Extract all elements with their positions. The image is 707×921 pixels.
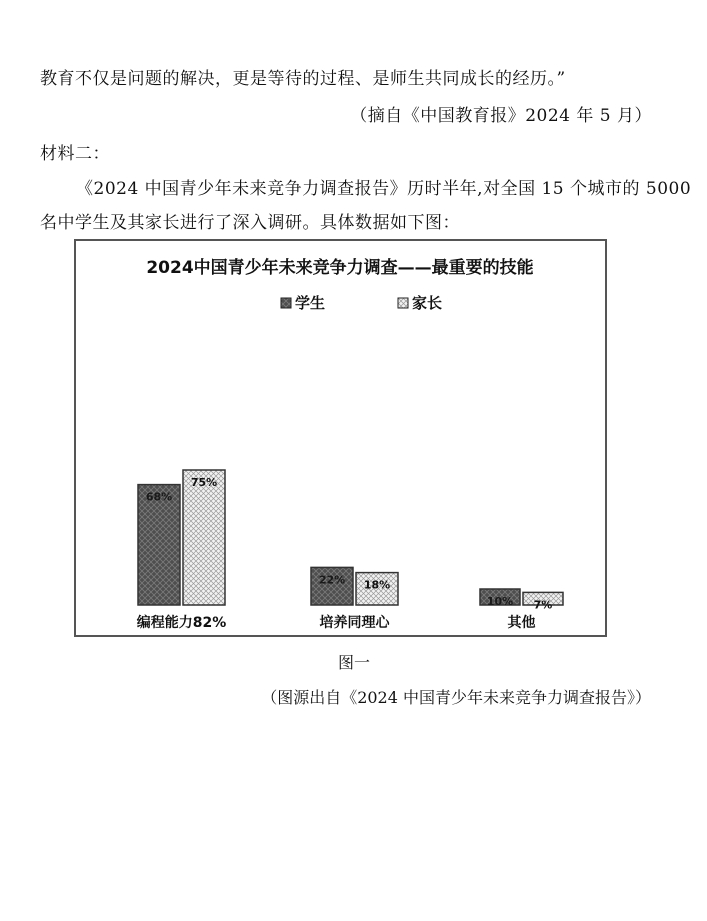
material-heading: 材料二： xyxy=(40,144,110,164)
citation: （摘自《中国教育报》2024 年 5 月） xyxy=(350,106,652,126)
chart-svg xyxy=(76,241,605,635)
legend-label-student: 学生 xyxy=(295,294,326,312)
data-label-parent-2: 7% xyxy=(533,598,553,612)
paragraph-2-line-2: 名中学生及其家长进行了深入调研。具体数据如下图： xyxy=(40,213,460,233)
data-label-parent-0: 75% xyxy=(190,476,218,489)
category-label-0: 编程能力82% xyxy=(136,615,227,631)
paragraph-1-end: 教育不仅是问题的解决，更是等待的过程、是师生共同成长的经历。” xyxy=(40,69,566,89)
legend-swatch-student xyxy=(281,298,291,308)
legend xyxy=(281,294,442,312)
bar-parent-0 xyxy=(183,470,225,605)
paragraph-2-line-1: 《2024 中国青少年未来竞争力调查报告》历时半年,对全国 15 个城市的 5000 xyxy=(76,179,692,199)
legend-swatch-parent xyxy=(398,298,408,308)
bars-group xyxy=(137,470,563,631)
bar-chart xyxy=(74,239,607,637)
figure-source: （图源出自《2024 中国青少年未来竞争力调查报告》） xyxy=(261,688,651,707)
data-label-student-0: 68% xyxy=(145,490,173,504)
data-label-student-2: 10% xyxy=(486,595,514,608)
category-label-1: 培养同理心 xyxy=(319,615,390,631)
data-label-student-1: 22% xyxy=(318,573,346,587)
figure-caption: 图一 xyxy=(338,653,371,672)
data-label-parent-1: 18% xyxy=(363,578,391,592)
chart-title: 2024中国青少年未来竞争力调查——最重要的技能 xyxy=(146,258,534,278)
category-label-2: 其他 xyxy=(507,615,536,631)
legend-label-parent: 家长 xyxy=(412,294,443,312)
